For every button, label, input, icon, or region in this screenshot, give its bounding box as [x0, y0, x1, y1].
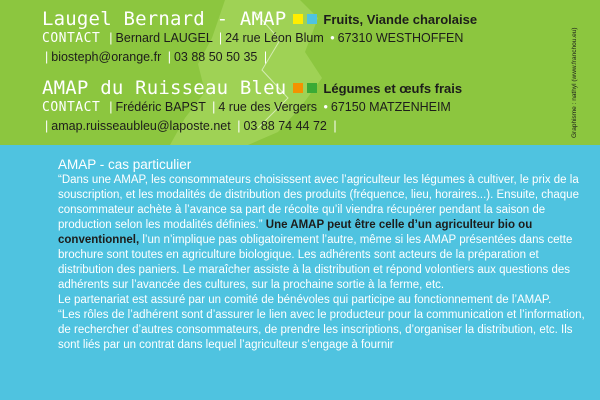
graphic-credit — [569, 10, 583, 140]
meat-category-square — [307, 14, 317, 24]
farm-entry-ruisseau-bleu: AMAP du Ruisseau Bleu Légumes et œufs frais CONTACT | Frédéric BAPST | 4 rue des Vergers • 67150 MATZENHEIM | amap.ruisseaubleu@laposte.net | 03 88 74 44 72 | — [42, 77, 463, 133]
contact-address: 24 rue Léon Blum — [225, 31, 324, 45]
farm-name: AMAP du Ruisseau Bleu — [42, 77, 287, 99]
contact-city: 67150 MATZENHEIM — [330, 100, 451, 114]
farm-products: Fruits, Viande charolaise — [323, 11, 478, 27]
farm-products: Légumes et œufs frais — [323, 80, 463, 96]
contact-phone: 03 88 74 44 72 — [243, 119, 327, 133]
info-title: AMAP - cas particulier — [58, 157, 192, 172]
fruits-category-square — [293, 14, 303, 24]
info-text: l’un n’implique pas obligatoirement l’autre, même si les AMAP présentées dans cette brochure sont toutes en agriculture biologique. Les adhérents sont acteurs de la préparation et distribution des paniers. Le maraîcher assiste à la distribution et répond volontiers aux questions des adhérents sur l’avancée des cultures, sur la prochaine sortie à la ferme, etc. — [58, 234, 573, 291]
farm-entry-laugel: Laugel Bernard - AMAP Fruits, Viande charolaise CONTACT | Bernard LAUGEL | 24 rue Léon Blum • 67310 WESTHOFFEN | biosteph@orange.fr | 03 88 50 50 35 | — [42, 8, 478, 64]
info-highlight: Une AMAP peut être celle d’un agriculteur bio ou conventionnel, — [58, 219, 533, 246]
info-text: “Dans une AMAP, les consommateurs choisissent avec l’agriculteur les légumes à cultiver, le prix de la souscription, et les modalités de distribution des produits (fréquence, lieu, horaires...). Ensuite, chaque consommateur achète à l’avance sa part de récolte qu’il viendra récupérer pendant la saison de production selon les modalités définies.” — [58, 174, 579, 231]
producer-header — [0, 0, 600, 145]
credit-text: Graphisme : nathyl (www.franchou.eu) — [571, 27, 578, 138]
vegetables-category-square — [293, 83, 303, 93]
contact-address: 4 rue des Vergers — [218, 100, 318, 114]
info-paragraph-2: Le partenariat est assuré par un comité de bénévoles qui participe au fonctionnement de l’AMAP. — [58, 294, 552, 306]
contact-city: 67310 WESTHOFFEN — [337, 31, 464, 45]
contact-label: CONTACT — [42, 100, 101, 115]
contact-email[interactable]: biosteph@orange.fr — [51, 50, 162, 64]
farm-name: Laugel Bernard - AMAP — [42, 8, 287, 30]
info-paragraph-3: “Les rôles de l’adhérent sont d’assurer le lien avec le producteur pour la communication et l’information, de rechercher d’autres consommateurs, de prendre les inscriptions, d’organiser la distribution, etc. Ils sont liés par un contrat dans lequel l’agriculteur s’engage à fournir — [58, 309, 585, 351]
contact-phone: 03 88 50 50 35 — [173, 50, 258, 64]
info-paragraph-1 — [58, 173, 590, 293]
contact-name: Frédéric BAPST — [115, 100, 206, 114]
contact-name: Bernard LAUGEL — [115, 31, 213, 45]
contact-email[interactable]: amap.ruisseaubleu@laposte.net — [51, 119, 231, 133]
info-body — [58, 157, 590, 353]
eggs-category-square — [307, 83, 317, 93]
amap-info-panel — [0, 145, 600, 400]
contact-label: CONTACT — [42, 31, 101, 46]
